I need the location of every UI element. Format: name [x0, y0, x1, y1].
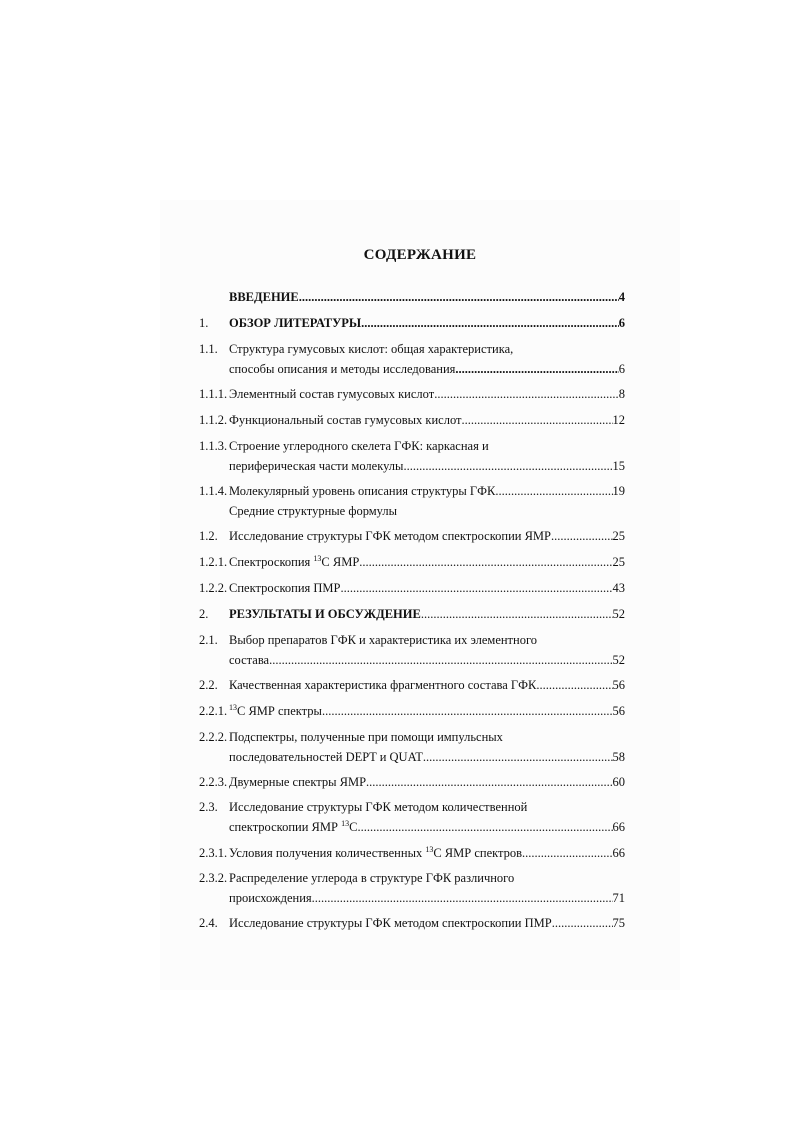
leader-dots: [423, 747, 613, 767]
leader-dots: [536, 675, 612, 695]
toc-number: 2.3.2.: [199, 871, 228, 885]
toc-entry-title: Выбор препаратов ГФК и характеристика их элементного: [229, 633, 538, 647]
toc-number: 2.2.3.: [199, 775, 228, 789]
toc-entry-title-cont: способы описания и методы исследования: [229, 362, 456, 376]
toc-entry-title-cont: происхождения: [229, 891, 312, 905]
toc-entry-title: ВВЕДЕНИЕ: [229, 290, 299, 304]
page-title: СОДЕРЖАНИЕ: [363, 247, 477, 263]
toc-page-number: 4: [618, 290, 625, 304]
toc-page-number: 58: [612, 750, 625, 764]
leader-dots: [498, 481, 612, 501]
toc-entry-title: Структура гумусовых кислот: общая характеристика,: [229, 342, 514, 356]
toc-entry-title: $^{13}$С ЯМР спектры: [229, 703, 322, 718]
toc-entry-title: Спектроскопия $^{13}$С ЯМР: [229, 554, 360, 569]
toc-number: 2.2.1.: [199, 704, 228, 718]
leader-dots: [312, 888, 613, 908]
toc-page-number: 6: [618, 362, 625, 376]
leader-dots: [522, 843, 612, 863]
toc-number: 1.1.: [199, 342, 218, 356]
toc-entry-title: Строение углеродного скелета ГФК: каркасная и: [229, 439, 489, 453]
toc-number: 2.1.: [199, 633, 218, 647]
toc-page-number: 15: [612, 459, 625, 473]
toc-entry-title-cont: последовательностей DEPT и QUAT: [229, 750, 423, 764]
toc-entry-title-cont: состава: [229, 653, 270, 667]
toc-entry-title: ОБЗОР ЛИТЕРАТУРЫ: [229, 316, 362, 330]
toc-entry-title: Распределение углерода в структуре ГФК различного: [229, 871, 515, 885]
toc-page-number: 8: [618, 387, 625, 401]
toc-page-number: 66: [612, 820, 625, 834]
leader-dots: [299, 287, 619, 307]
toc-entry-title: Исследование структуры ГФК методом спектроскопии ЯМР: [229, 529, 551, 543]
toc-number: 1.1.3.: [199, 439, 228, 453]
toc-entry-title: Спектроскопия ПМР: [229, 581, 341, 595]
toc-page-number: 56: [612, 678, 625, 692]
toc-page-number: 75: [612, 916, 625, 930]
toc-number: 2.4.: [199, 916, 218, 930]
leader-dots: [552, 913, 613, 933]
leader-dots: [357, 817, 612, 837]
toc-page-number: 66: [612, 846, 625, 860]
toc-entry-title: Функциональный состав гумусовых кислот: [229, 413, 462, 427]
toc-entry-title-cont: периферическая части молекулы: [229, 459, 404, 473]
toc-page-number: 12: [612, 413, 625, 427]
toc-entry-title: Условия получения количественных $^{13}$С ЯМР спектров: [229, 845, 523, 860]
toc-page-number: 25: [612, 529, 625, 543]
toc-entry-title: Качественная характеристика фрагментного состава ГФК: [229, 678, 537, 692]
toc-page-number: 71: [612, 891, 625, 905]
toc-page-number: 60: [612, 775, 625, 789]
toc-page-number: 52: [612, 653, 625, 667]
toc-page-number: 56: [612, 704, 625, 718]
leader-dots: [462, 410, 613, 430]
leader-dots: [551, 526, 613, 546]
toc-entry-title: РЕЗУЛЬТАТЫ И ОБСУЖДЕНИЕ: [229, 607, 421, 621]
toc-number: 2.3.: [199, 800, 218, 814]
toc-entry-title: Двумерные спектры ЯМР: [229, 775, 367, 789]
toc-page-number: 25: [612, 555, 625, 569]
toc-number: 1.1.2.: [199, 413, 228, 427]
toc-number: 1.2.2.: [199, 581, 228, 595]
toc-entry-title: Подспектры, полученные при помощи импульсных: [229, 730, 503, 744]
toc-number: 1.2.: [199, 529, 218, 543]
leader-dots: [361, 313, 619, 333]
toc-number: 1.1.1.: [199, 387, 228, 401]
leader-dots: [322, 701, 613, 721]
toc-page-number: 19: [612, 484, 625, 498]
leader-dots: [359, 552, 612, 572]
toc-number: 1.1.4.: [199, 484, 228, 498]
toc-entry-title: Молекулярный уровень описания структуры ГФК.: [229, 484, 499, 498]
leader-dots: [403, 456, 612, 476]
leader-dots: [366, 772, 612, 792]
leader-dots: [269, 650, 612, 670]
leader-dots: [421, 604, 613, 624]
toc-page-number: 52: [612, 607, 625, 621]
toc-page-number: 43: [612, 581, 625, 595]
toc-entry-title: Элементный состав гумусовых кислот: [229, 387, 435, 401]
toc-number: 2.: [199, 607, 209, 621]
toc-entry-title: Исследование структуры ГФК методом количественной: [229, 800, 528, 814]
toc-number: 2.2.2.: [199, 730, 228, 744]
toc-number: 1.: [199, 316, 209, 330]
leader-dots: [434, 384, 619, 404]
toc-page-number: 6: [618, 316, 625, 330]
toc-number: 2.3.1.: [199, 846, 228, 860]
toc-entry-title-cont: Средние структурные формулы: [229, 504, 398, 518]
leader-dots: [455, 359, 618, 379]
toc-number: 2.2.: [199, 678, 218, 692]
toc-entry-title: Исследование структуры ГФК методом спектроскопии ПМР: [229, 916, 552, 930]
leader-dots: [341, 578, 613, 598]
toc-number: 1.2.1.: [199, 555, 228, 569]
toc-entry-title-cont: спектроскопии ЯМР $^{13}$С: [229, 819, 358, 834]
